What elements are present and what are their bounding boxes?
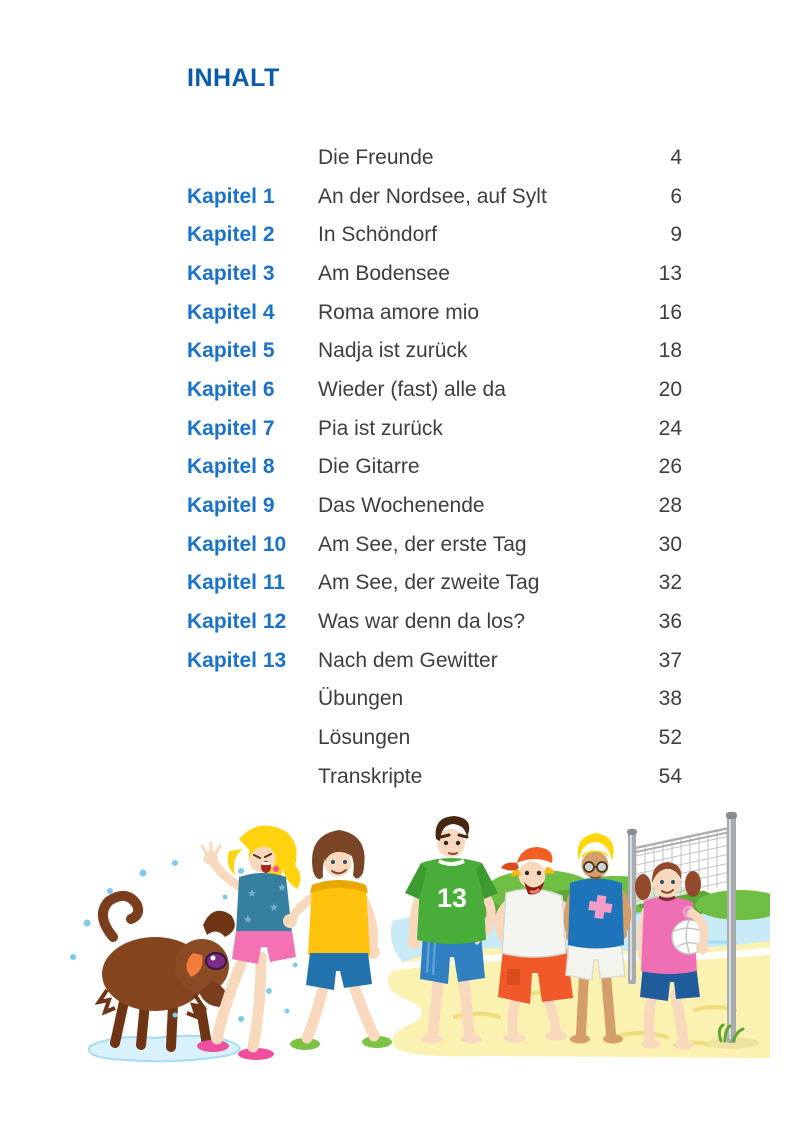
page-number: 6	[670, 184, 682, 208]
toc-row	[187, 409, 682, 448]
chapter-label: Kapitel 4	[187, 300, 275, 324]
table-of-contents	[187, 138, 682, 796]
chapter-label: Kapitel 7	[187, 416, 275, 440]
chapter-label: Kapitel 12	[187, 610, 287, 634]
page-number: 32	[658, 571, 682, 595]
toc-row	[187, 602, 682, 641]
svg-text:★: ★	[269, 902, 279, 914]
page-title: INHALT	[187, 64, 280, 92]
chapter-title: An der Nordsee, auf Sylt	[318, 184, 547, 208]
page-number: 18	[658, 339, 682, 363]
toc-row	[187, 486, 682, 525]
chapter-label: Kapitel 2	[187, 223, 275, 247]
toc-row	[187, 757, 682, 796]
chapter-label: Kapitel 8	[187, 455, 275, 479]
toc-row	[187, 370, 682, 409]
toc-row	[187, 254, 682, 293]
chapter-title: Was war denn da los?	[318, 610, 525, 634]
svg-text:★: ★	[243, 914, 253, 926]
toc-row	[187, 718, 682, 757]
toc-row	[187, 177, 682, 216]
toc-row	[187, 564, 682, 603]
toc-row	[187, 138, 682, 177]
chapter-title: Die Freunde	[318, 145, 434, 169]
page-number: 54	[658, 764, 682, 788]
toc-row	[187, 641, 682, 680]
chapter-title: Transkripte	[318, 764, 423, 788]
page-number: 30	[658, 532, 682, 556]
page-number: 9	[670, 223, 682, 247]
toc-row	[187, 215, 682, 254]
chapter-title: Die Gitarre	[318, 455, 420, 479]
toc-row	[187, 448, 682, 487]
page-number: 36	[658, 610, 682, 634]
chapter-title: Am See, der zweite Tag	[318, 571, 540, 595]
toc-row	[187, 331, 682, 370]
chapter-label: Kapitel 3	[187, 261, 275, 285]
chapter-title: Lösungen	[318, 726, 411, 750]
chapter-title: Nadja ist zurück	[318, 339, 468, 363]
svg-text:★: ★	[247, 888, 257, 900]
chapter-title: In Schöndorf	[318, 223, 438, 247]
chapter-label: Kapitel 6	[187, 377, 275, 401]
svg-text:★: ★	[277, 882, 287, 894]
page-number: 16	[658, 300, 682, 324]
page-number: 20	[658, 377, 682, 401]
chapter-title: Am Bodensee	[318, 261, 450, 285]
page-number: 52	[658, 726, 682, 750]
toc-row	[187, 525, 682, 564]
chapter-label: Kapitel 10	[187, 532, 287, 556]
chapter-label: Kapitel 1	[187, 184, 275, 208]
beach-illustration	[55, 805, 770, 1070]
jersey-number: 13	[436, 883, 468, 913]
toc-row	[187, 293, 682, 332]
chapter-title: Wieder (fast) alle da	[318, 377, 506, 401]
page-number: 37	[658, 648, 682, 672]
chapter-label: Kapitel 13	[187, 648, 287, 672]
chapter-label: Kapitel 5	[187, 339, 275, 363]
chapter-label: Kapitel 11	[187, 571, 286, 595]
page-number: 4	[670, 145, 682, 169]
toc-row	[187, 680, 682, 719]
brunette-girl-yellow-shirt	[283, 830, 392, 1050]
chapter-title: Roma amore mio	[318, 300, 480, 324]
page-number: 28	[658, 494, 682, 518]
chapter-title: Am See, der erste Tag	[318, 532, 527, 556]
chapter-title: Übungen	[318, 687, 404, 711]
chapter-title: Pia ist zurück	[318, 416, 443, 440]
page-number: 38	[658, 687, 682, 711]
chapter-label: Kapitel 9	[187, 494, 275, 518]
page-number: 24	[658, 416, 682, 440]
chapter-title: Das Wochenende	[318, 494, 485, 518]
page-number: 13	[658, 261, 682, 285]
chapter-title: Nach dem Gewitter	[318, 648, 498, 672]
page-number: 26	[658, 455, 682, 479]
